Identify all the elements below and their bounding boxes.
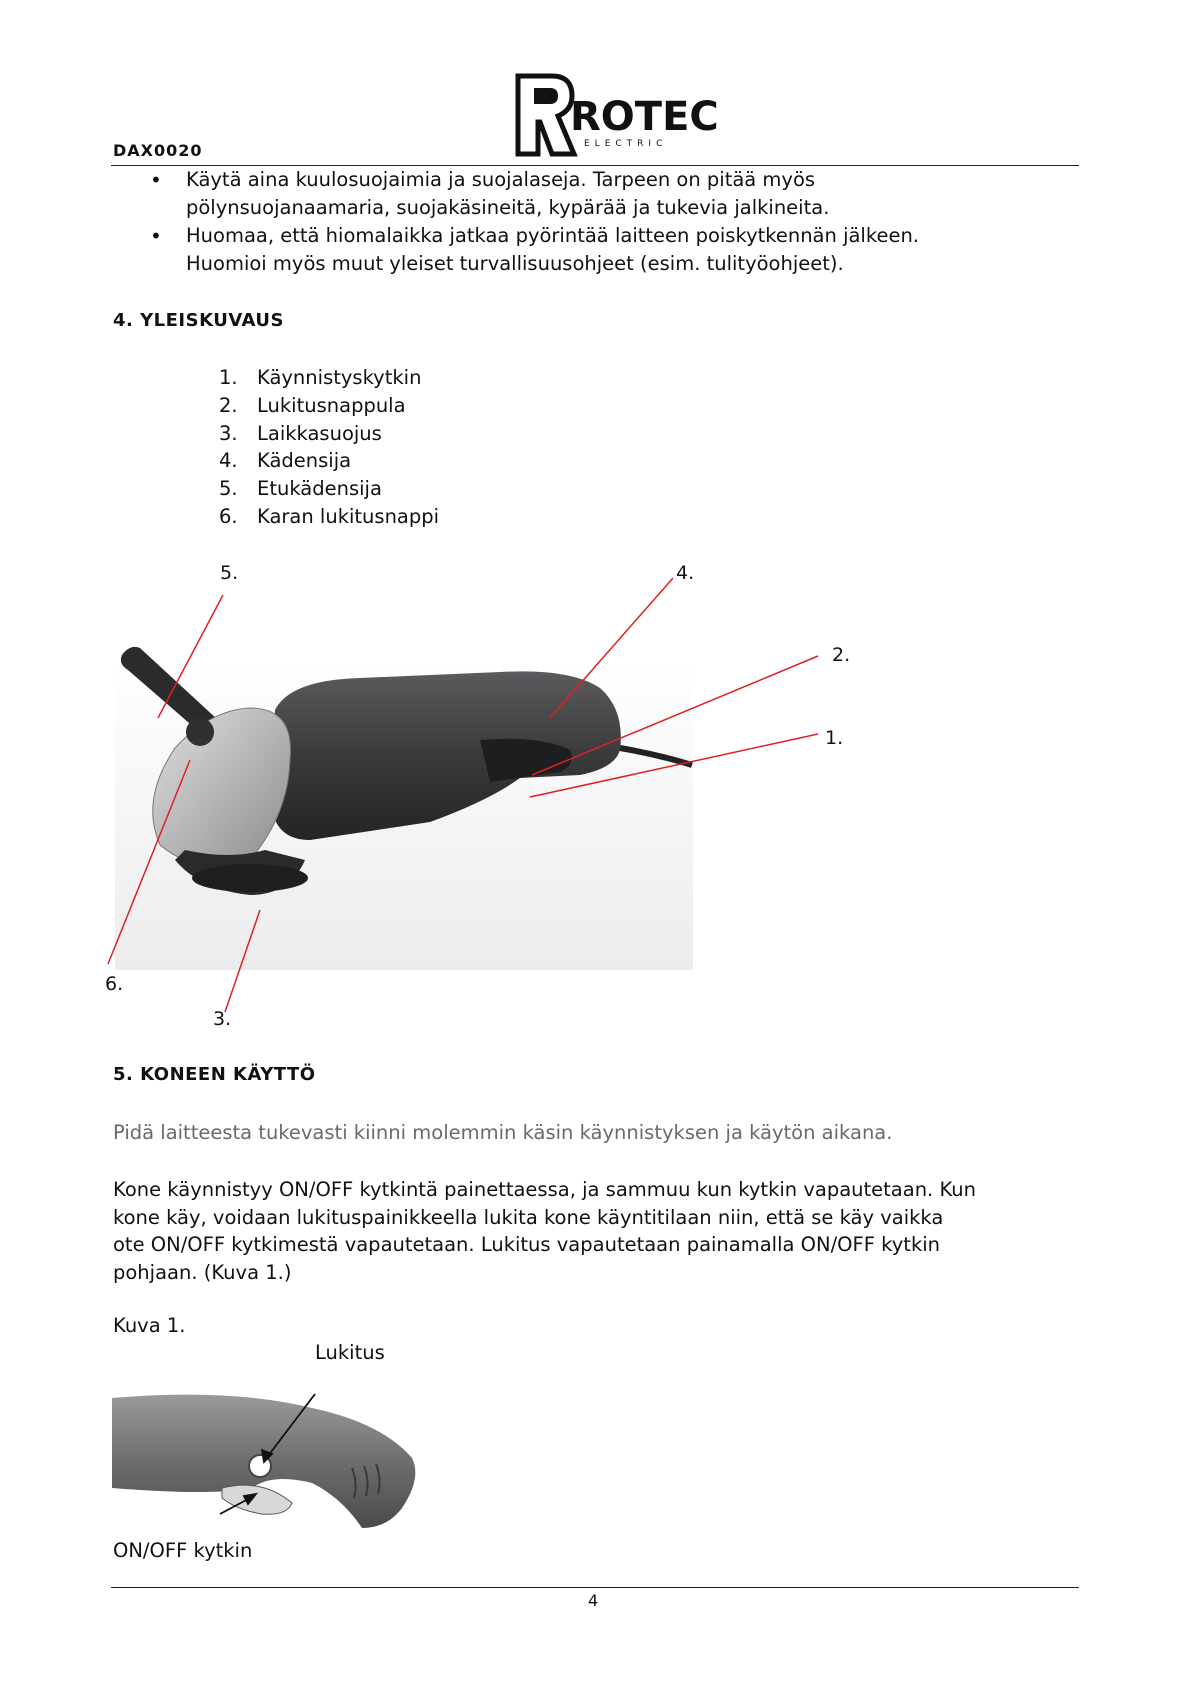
label-on-off-switch: ON/OFF kytkin: [113, 1539, 253, 1562]
callout-3: 3.: [213, 1008, 232, 1030]
svg-text:ROTEC: ROTEC: [570, 94, 719, 140]
svg-text:ELECTRIC: ELECTRIC: [584, 139, 668, 149]
list-item: 3. Laikkasuojus: [219, 421, 382, 445]
label-lock: Lukitus: [315, 1341, 385, 1364]
list-item: 1. Käynnistyskytkin: [219, 366, 422, 389]
spindle-lock-button: [186, 718, 214, 746]
rotec-logo: [512, 68, 719, 160]
callout-6: 6.: [105, 973, 124, 995]
callout-5: 5.: [220, 562, 239, 584]
handle-closeup-figure: [112, 1378, 432, 1548]
angle-grinder-diagram: [100, 560, 880, 980]
list-item: 6. Karan lukitusnappi: [219, 504, 440, 528]
bullet-item: • Huomaa, että hiomalaikka jatkaa pyörintää laitteen poiskytkennän jälkeen. Huomioi myös muut yleiset turvallisuusohjeet (esim. tulityöohjeet).: [150, 222, 1070, 278]
safety-bullet-list: [150, 166, 1070, 278]
paragraph-grip-instruction: Pidä laitteesta tukevasti kiinni molemmin käsin käynnistyksen ja käytön aikana.: [113, 1121, 893, 1144]
grinding-disc: [192, 864, 308, 892]
bullet-item: • Käytä aina kuulosuojaimia ja suojalaseja. Tarpeen on pitää myös pölynsuojanaamaria, suojakäsineitä, kypärää ja tukevia jalkineita.: [150, 166, 1070, 222]
callout-4: 4.: [676, 562, 695, 584]
section-4-title: 4. YLEISKUVAUS: [113, 310, 285, 331]
footer-rule: [111, 1587, 1079, 1588]
document-code: DAX0020: [113, 141, 203, 160]
callout-1: 1.: [825, 727, 844, 749]
list-item: 2. Lukitusnappula: [219, 393, 406, 417]
section-5-title: 5. KONEEN KÄYTTÖ: [113, 1064, 316, 1085]
figure-caption: Kuva 1.: [113, 1314, 186, 1337]
paragraph-switch-instructions: Kone käynnistyy ON/OFF kytkintä painettaessa, ja sammuu kun kytkin vapautetaan. Kun kone käy, voidaan lukituspainikkeella lukita kone käyntitilaan niin, että se käy vaikka ote ON/OFF kytkimestä vapautetaan. Lukitus vapautetaan painamalla ON/OFF kytkin pohjaan. (Kuva 1.): [113, 1178, 976, 1284]
list-item: 5. Etukädensija: [219, 477, 382, 501]
page-number: 4: [588, 1591, 599, 1610]
list-item: 4. Kädensija: [219, 449, 352, 473]
callout-2: 2.: [832, 644, 851, 666]
parts-list: [219, 364, 439, 531]
